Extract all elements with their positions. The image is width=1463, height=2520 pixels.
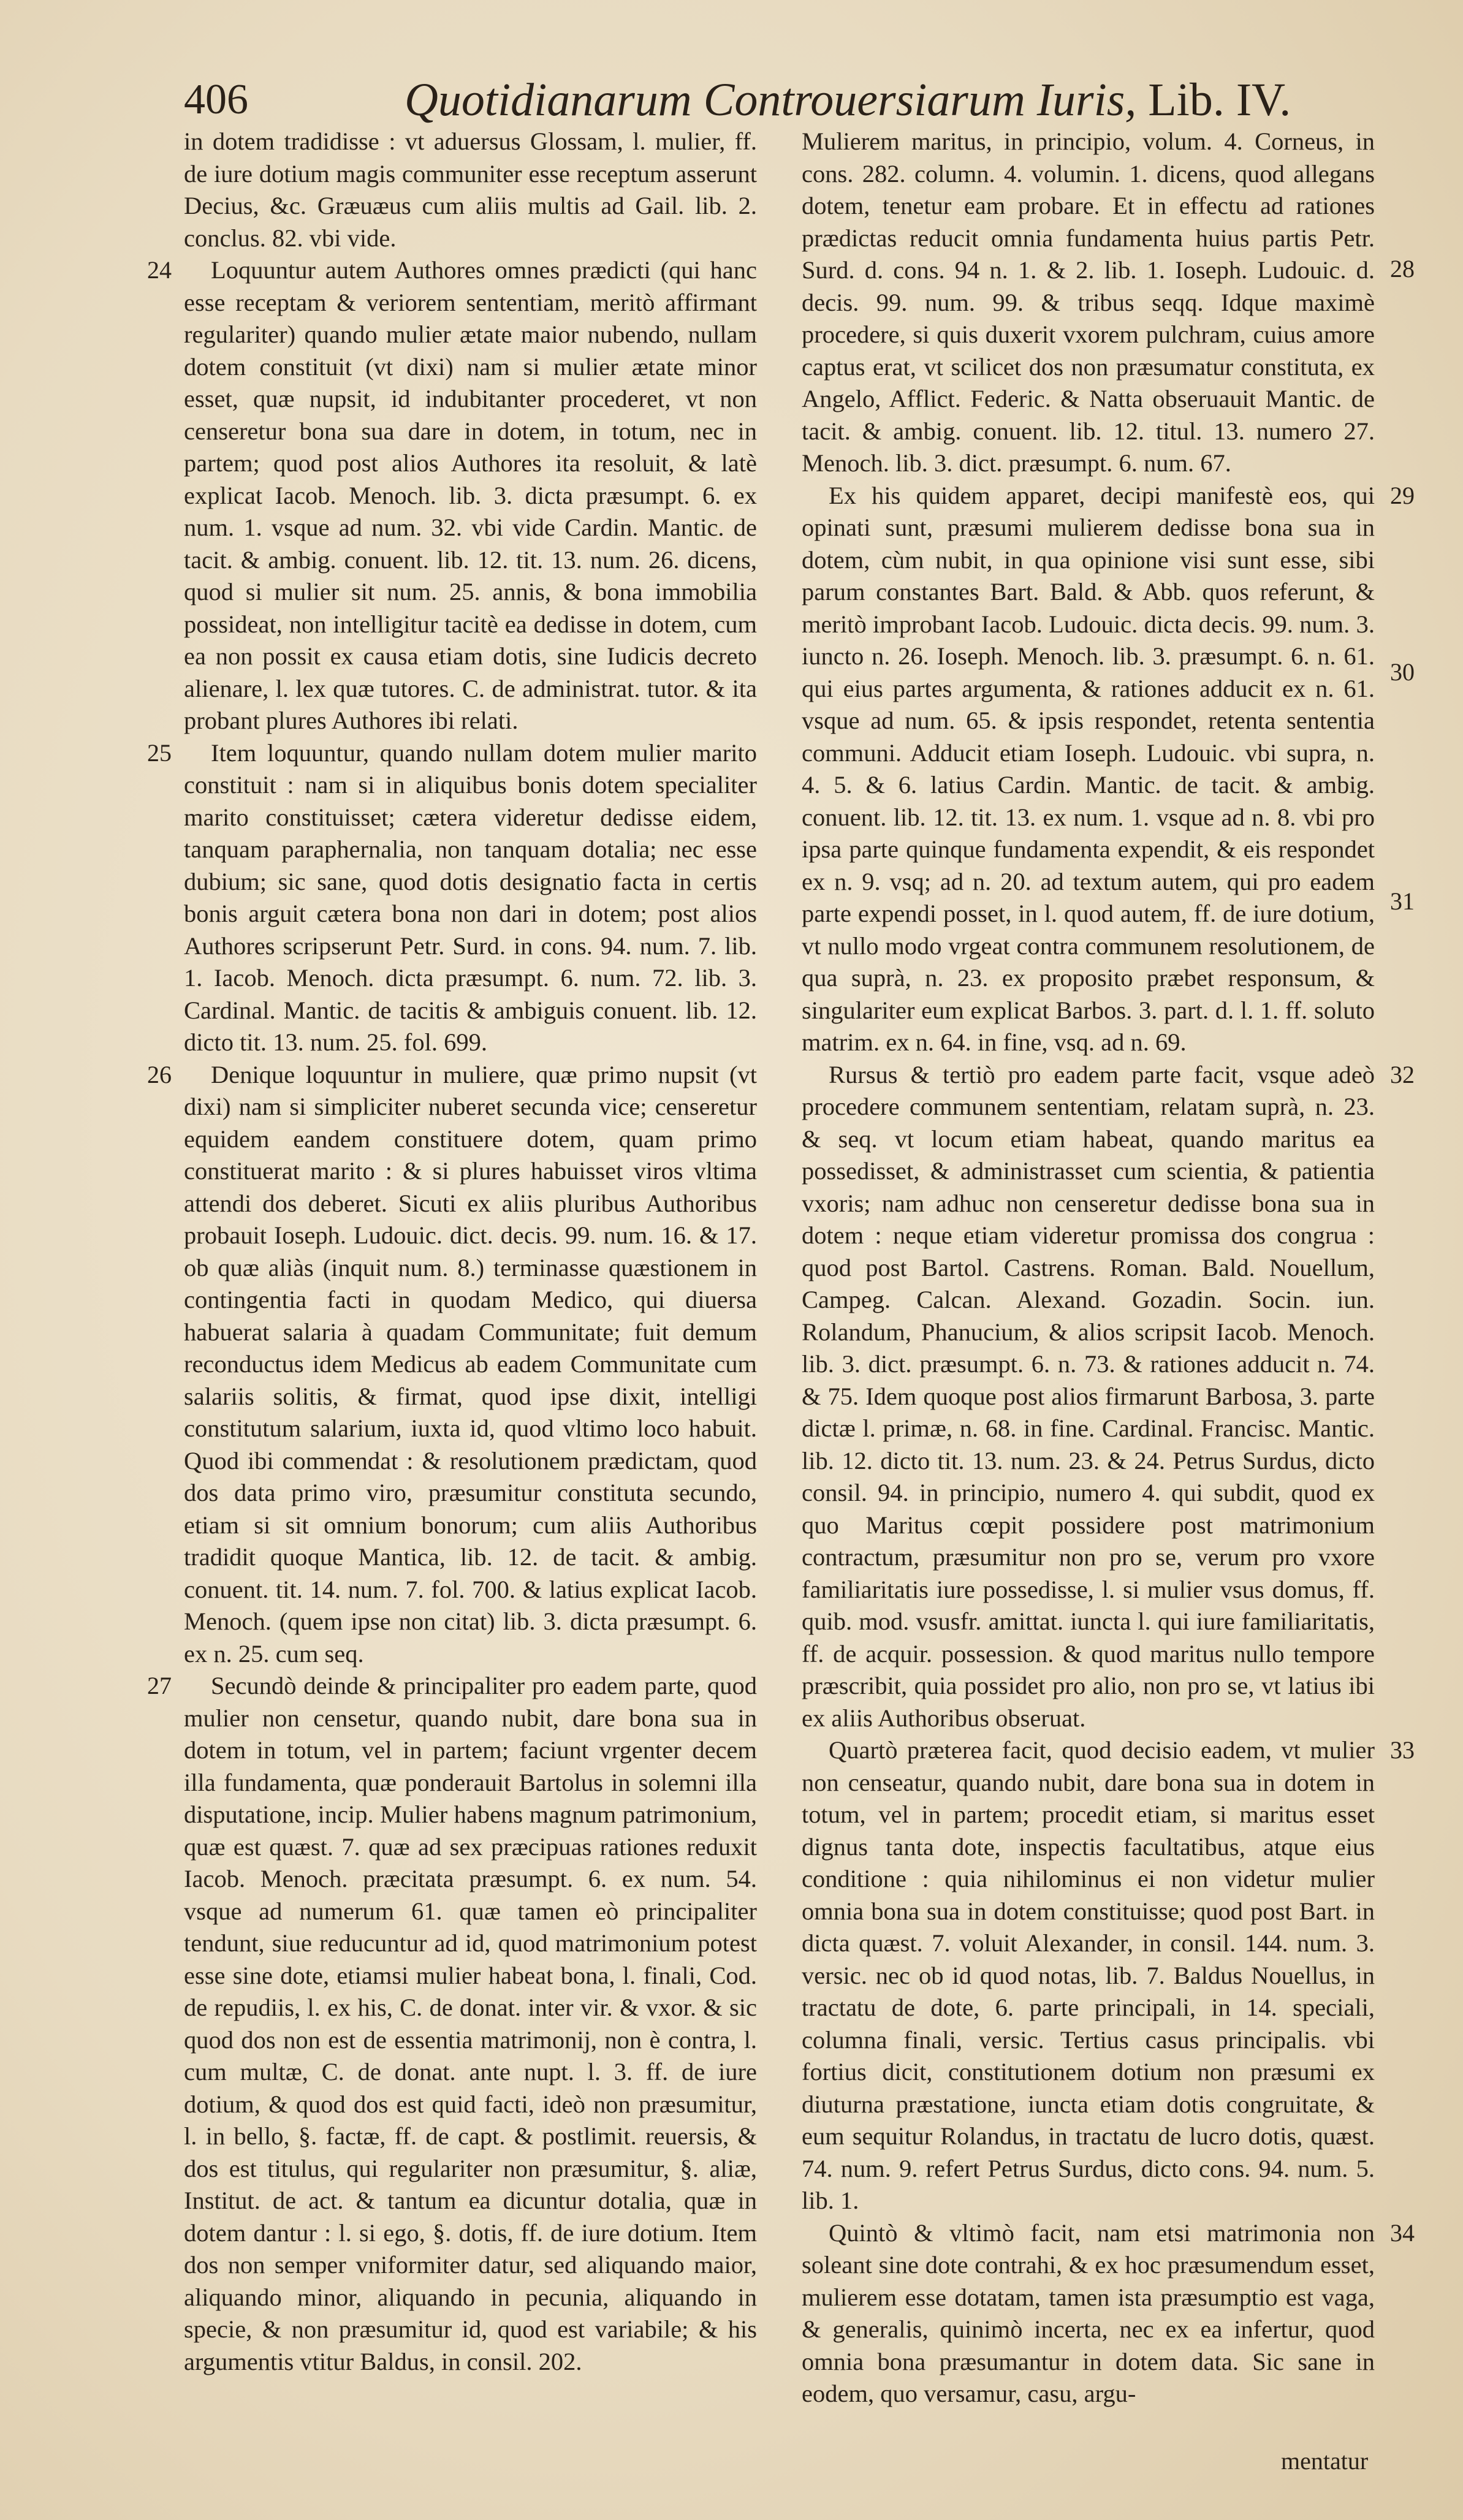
margin-number: 32 (1390, 1060, 1415, 1088)
paragraph (802, 126, 1415, 480)
left-column (147, 126, 757, 2378)
paragraph-33 (802, 1734, 1415, 2217)
margin-number: 31 (1390, 887, 1415, 915)
margin-number: 30 (1390, 658, 1415, 686)
margin-number: 24 (147, 256, 172, 284)
paragraph-text: Quartò præterea facit, quod decisio eadem, vt mulier non censeatur, quando nubit, dare bona sua in dotem in totum, vel in partem; procedit etiam, si maritus esset dignus tanta dote, inspectis facultatibus, atque eius conditione : quia nihilominus ei non videtur mulier omnia bona sua in dotem constituisse; quod post Bart. in dicta quæst. 7. voluit Alexander, in consil. 144. num. 3. versic. nec ob id quod notas, lib. 7. Baldus Nouellus, in tractatu de dote, 6. parte principali, in 14. speciali, columna finali, versic. Tertius casus principalis. vbi fortius dicit, constitutionem dotium non præsumi ex diuturna præstatione, iuncta etiam dotis congruitate, & eum sequitur Rolandus, in tractatu de lucro dotis, quæst. 74. num. 9. refert Petrus Surdus, dicto cons. 94. num. 5. lib. 1. (802, 1736, 1375, 2214)
right-column (802, 126, 1415, 2410)
paragraph-text: Quintò & vltimò facit, nam etsi matrimonia non soleant sine dote contrahi, & ex hoc præsumendum esset, mulierem esse dotatam, tamen ista præsumptio est vaga, & generalis, quinimò incerta, nec ex ea infertur, quod omnia bona præsumantur in dotem data. Sic sane in eodem, quo versamur, casu, argu- (802, 2218, 1375, 2407)
paragraph-25 (147, 737, 757, 1059)
paragraph-text: Secundò deinde & principaliter pro eadem parte, quod mulier non censetur, quando nubit, dare bona sua in dotem in totum, vel in partem; faciunt vrgenter decem illa fundamenta, quæ ponderauit Bartolus in solemni illa disputatione, incip. Mulier habens magnum patrimonium, quæ est quæst. 7. quæ ad sex præcipuas rationes reduxit Iacob. Menoch. præcitata præsumpt. 6. ex num. 54. vsque ad numerum 61. quæ tamen eò principaliter tendunt, siue reducuntur ad id, quod matrimonium potest esse sine dote, etiamsi mulier habeat bona, l. finali, Cod. de repudiis, l. ex his, C. de donat. inter vir. & vxor. & sic quod dos non est de essentia matrimonij, non è contra, l. cum multæ, C. de donat. ante nupt. l. 3. ff. de iure dotium, & quod dos est quid facti, ideò non præsumitur, l. in bello, §. factæ, ff. de capt. & postlimit. reuersis, & dos est titulus, qui regulariter non præsumitur, §. aliæ, Institut. de act. & tantum ea dicuntur dotalia, quæ in dotem dantur : l. si ego, §. dotis, ff. de iure dotium. Item dos non semper vniformiter datur, sed aliquando maior, aliquando minor, aliquando in pecunia, aliquando in specie, & non præsumitur id, quod est variabile; & his argumentis vtitur Baldus, in consil. 202. (184, 1672, 757, 2375)
paragraph-text: Item loquuntur, quando nullam dotem mulier marito constituit : nam si in aliquibus bonis dotem specialiter marito constituisset; cætera videretur dedisse eidem, tanquam paraphernalia, non tanquam dotalia; nec esse dubium; sic sane, quod dotis designatio facta in certis bonis arguit cætera bona non dari in dotem; post alios Authores scripserunt Petr. Surd. in cons. 94. num. 7. lib. 1. Iacob. Menoch. dicta præsumpt. 6. num. 72. lib. 3. Cardinal. Mantic. de tacitis & ambiguis conuent. lib. 12. dicto tit. 13. num. 25. fol. 699. (184, 738, 757, 1056)
margin-number: 25 (147, 738, 172, 767)
paragraph-24 (147, 254, 757, 737)
paragraph-text: Mulierem maritus, in principio, volum. 4. Corneus, in cons. 282. column. 4. volumin. 1. dicens, quod allegans dotem, tenetur eam probare. Et in effectu ad rationes prædictas reducit omnia fundamenta huius partis Petr. Surd. d. cons. 94 n. 1. & 2. lib. 1. Ioseph. Ludouic. d. decis. 99. num. 99. & tribus seqq. Idque maximè procedere, si quis duxerit vxorem pulchram, cuius amore captus erat, vt scilicet dos non præsumatur constituta, ex Angelo, Afflict. Federic. & Natta obseruauit Mantic. de tacit. & ambig. conuent. lib. 12. titul. 13. numero 27. Menoch. lib. 3. dict. præsumpt. 6. num. 67. (802, 127, 1375, 477)
paragraph-32 (802, 1059, 1415, 1735)
margin-number: 28 (1390, 255, 1415, 283)
paragraph-text: Denique loquuntur in muliere, quæ primo nupsit (vt dixi) nam si simpliciter nuberet secunda vice; censeretur equidem eandem constituere dotem, quam primo constituerat marito : & si plures habuisset viros vltima attendi dos deberet. Sicuti ex aliis pluribus Authoribus probauit Ioseph. Ludouic. dict. decis. 99. num. 16. & 17. ob quæ aliàs (inquit num. 8.) terminasse quæstionem in contingentia facti in quodam Medico, qui diuersa habuerat salaria à quadam Communitate; fuit demum reconductus idem Medicus ab eadem Communitate cum salariis solitis, & firmat, quod ipse dixit, intelligi constitutum salarium, iuxta id, quod vltimo loco habuit. Quod ibi commendat : & resolutionem prædictam, quod dos data primo viro, præsumitur constituta secundo, etiam si sit omnium bonorum; cum aliis Authoribus tradidit quoque Mantica, lib. 12. de tacit. & ambig. conuent. tit. 14. num. 7. fol. 700. & latius explicat Iacob. Menoch. (quem ipse non citat) lib. 3. dicta præsumpt. 6. ex n. 25. cum seq. (184, 1060, 757, 1668)
paragraph-27 (147, 1670, 757, 2378)
paragraph-text: in dotem tradidisse : vt aduersus Glossam, l. mulier, ff. de iure dotium magis communiter esse receptum asserunt Decius, &c. Græuæus cum aliis multis ad Gail. lib. 2. conclus. 82. vbi vide. (184, 127, 757, 252)
margin-number: 34 (1390, 2218, 1415, 2247)
margin-number: 33 (1390, 1736, 1415, 1764)
paragraph-text: Rursus & tertiò pro eadem parte facit, vsque adeò procedere communem sententiam, relatam suprà, n. 23. & seq. vt locum etiam habeat, quando maritus ea possedisset, & administrasset cum scientia, & patientia vxoris; nam adhuc non censeretur dedisse bona sua in dotem : neque etiam videretur promissa dos congrua : quod post Bartol. Castrens. Roman. Bald. Nouellum, Campeg. Calcan. Alexand. Gozadin. Socin. iun. Rolandum, Phanucium, & alios scripsit Iacob. Menoch. lib. 3. dict. præsumpt. 6. n. 73. & rationes adducit n. 74. & 75. Idem quoque post alios firmarunt Barbosa, 3. parte dictæ l. primæ, n. 68. in fine. Cardinal. Francisc. Mantic. lib. 12. dicto tit. 13. num. 23. & 24. Petrus Surdus, dicto consil. 94. in principio, numero 4. qui subdit, quod ex quo Maritus cœpit possidere post matrimonium contractum, præsumitur non pro se, verum pro vxore familiaritatis iure possedisse, l. si mulier vsus domus, ff. quib. mod. vsusfr. amittat. iuncta l. qui iure familiaritatis, ff. de acquir. possession. & quod maritus nullo tempore præscribit, quia possidet pro alio, non pro se, vt latius ibi ex aliis Authoribus obseruat. (802, 1060, 1375, 1732)
paragraph-26 (147, 1059, 757, 1671)
running-title-text: Quotidianarum Controuersiarum Iuris, (405, 74, 1137, 126)
book-number: Lib. IV. (1148, 74, 1291, 126)
margin-number: 26 (147, 1060, 172, 1088)
paragraph-text: Loquuntur autem Authores omnes prædicti (qui hanc esse receptam & veriorem sententiam, meritò affirmant regulariter) quando mulier ætate maior nubendo, nullam dotem constituit (vt dixi) nam si mulier ætate minor esset, quæ nupsit, id indubitanter procederet, vt non censeretur bona sua dare in dotem, in totum, nec in partem; quod post alios Authores ita resoluit, & latè explicat Iacob. Menoch. lib. 3. dicta præsumpt. 6. ex num. 1. vsque ad num. 32. vbi vide Cardin. Mantic. de tacit. & ambig. conuent. lib. 12. tit. 13. num. 26. dicens, quod si mulier sit num. 25. annis, & bona immobilia possideat, non intelligitur tacitè ea dedisse in dotem, cum ea non possit ex causa etiam dotis, sine Iudicis decreto alienare, l. lex quæ tutores. C. de administrat. tutor. & ita probant plures Authores ibi relati. (184, 256, 757, 734)
running-title (405, 72, 1291, 127)
paragraph-34 (802, 2217, 1415, 2410)
paragraph (184, 126, 757, 254)
paragraph-29 (802, 480, 1415, 1059)
margin-number: 29 (1390, 481, 1415, 509)
page-number: 406 (184, 76, 248, 123)
margin-number: 27 (147, 1672, 172, 1699)
catchword: mentatur (1281, 2447, 1369, 2475)
paragraph-text: Ex his quidem apparet, decipi manifestè eos, qui opinati sunt, præsumi mulierem dedisse bona sua in dotem, cùm nubit, in qua opinione visi sunt esse, sibi parum constantes Bart. Bald. & Abb. quos referunt, & meritò improbant Iacob. Ludouic. dicta decis. 99. num. 3. iuncto n. 26. Ioseph. Menoch. lib. 3. præsumpt. 6. n. 61. qui eius partes argumenta, & rationes adducit ex n. 61. vsque ad num. 65. & ipsis respondet, retenta sententia communi. Adducit etiam Ioseph. Ludouic. vbi supra, n. 4. 5. & 6. latius Cardin. Mantic. de tacit. & ambig. conuent. lib. 12. tit. 13. ex num. 1. vsque ad n. 8. vbi pro ipsa parte quinque fundamenta expendit, & eis respondet ex n. 9. vsq; ad n. 20. ad textum autem, qui pro eadem parte expendi posset, in l. quod autem, ff. de iure dotium, vt nullo modo vrgeat contra communem resolutionem, de qua suprà, n. 23. ex proposito præbet responsum, & singulariter eum explicat Barbos. 3. part. d. l. 1. ff. soluto matrim. ex n. 64. in fine, vsq. ad n. 69. (802, 481, 1375, 1056)
running-header (184, 72, 1348, 127)
